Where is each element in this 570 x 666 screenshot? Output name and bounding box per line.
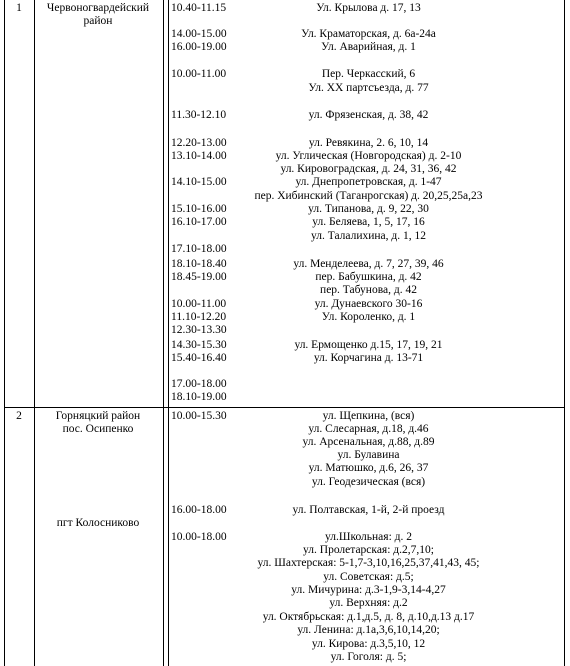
address: ул. Гоголя: д. 5; [330, 651, 407, 663]
time-slot: 18.45-19.00 [171, 271, 227, 283]
address: ул. Полтавская, 1-й, 2-й проезд [292, 504, 445, 516]
district-name: район [83, 15, 113, 27]
row-number: 1 [16, 2, 22, 14]
district-name: пос. Осипенко [62, 423, 134, 435]
district-name: Червоногвардейский [46, 2, 150, 14]
time-slot: 15.40-16.40 [171, 352, 227, 364]
column-divider-time [168, 0, 169, 666]
address: ул. Ревякина, 2. 6, 10, 14 [308, 137, 429, 149]
time-slot: 12.20-13.00 [171, 137, 227, 149]
address: ул. Кирова: д.3,5,10, 12 [311, 638, 426, 650]
time-slot: 10.00-11.00 [171, 298, 227, 310]
address: Ул. Краматорская, д. 6а-24а [301, 28, 436, 40]
address: ул. Октябрьская: д.1,д.5, д. 8, д.10,д.13 д.17 [262, 611, 475, 623]
address: ул. Матюшко, д.6, 26, 37 [308, 462, 429, 474]
address: ул. Углическая (Новгородская) д. 2-10 [275, 150, 462, 162]
address: пер. Хибинский (Таганрогская) д. 20,25,25а,23 [254, 190, 483, 202]
time-slot: 11.30-12.10 [171, 109, 227, 121]
time-slot: 10.00-11.00 [171, 68, 227, 80]
address: ул. Фрязенская, д. 38, 42 [308, 109, 429, 121]
address: Ул. Аварийная, д. 1 [321, 41, 416, 53]
time-slot: 17.10-18.00 [171, 243, 227, 255]
row-number: 2 [16, 410, 22, 422]
time-slot: 18.10-19.00 [171, 391, 227, 403]
time-slot: 14.00-15.00 [171, 28, 227, 40]
time-slot: 10.00-15.30 [171, 410, 227, 422]
row-divider [4, 407, 565, 408]
time-slot: 16.00-18.00 [171, 504, 227, 516]
column-divider-number [34, 0, 35, 666]
address: ул. Шахтерская: 5-1,7-3,10,16,25,37,41,43, 45; [257, 557, 480, 569]
address: ул. Геодезическая (вся) [311, 476, 426, 488]
address: ул. Беляева, 1, 5, 17, 16 [312, 216, 425, 228]
time-slot: 16.10-17.00 [171, 216, 227, 228]
address: ул. Дунаевского 30-16 [314, 298, 423, 310]
address: ул. Менделеева, д. 7, 27, 39, 46 [293, 258, 444, 270]
address: ул. Ленина: д.1а,3,6,10,14,20; [297, 624, 440, 636]
district-name: Горняцкий район [55, 410, 141, 422]
address: ул. Ермощенко д.15, 17, 19, 21 [294, 339, 443, 351]
address: ул. Мичурина: д.3-1,9-3,14-4,27 [291, 584, 446, 596]
address: ул. Типанова, д. 9, 22, 30 [308, 203, 429, 215]
address: пер. Табунова, д. 42 [320, 284, 417, 296]
time-slot: 10.00-18.00 [171, 531, 227, 543]
address: ул. Талалихина, д. 1, 12 [310, 230, 427, 242]
address: пер. Бабушкина, д. 42 [315, 271, 422, 283]
address: ул. Днепропетровская, д. 1-47 [295, 176, 442, 188]
address: Ул. Короленко, д. 1 [321, 311, 416, 323]
address: ул. Кировоградская, д. 24, 31, 36, 42 [280, 163, 457, 175]
time-slot: 16.00-19.00 [171, 41, 227, 53]
address: ул. Советская: д.5; [323, 571, 414, 583]
address: Ул. XX партсъезда, д. 77 [308, 82, 429, 94]
address: Ул. Крылова д. 17, 13 [316, 2, 421, 14]
time-slot: 10.40-11.15 [171, 2, 227, 14]
column-divider-district [163, 0, 164, 666]
district-name: пгт Колосниково [56, 517, 140, 529]
address: ул. Корчагина д. 13-71 [313, 352, 424, 364]
address: ул. Арсенальная, д.88, д.89 [302, 436, 435, 448]
time-slot: 17.00-18.00 [171, 378, 227, 390]
time-slot: 13.10-14.00 [171, 150, 227, 162]
address: ул. Булавина [337, 449, 400, 461]
time-slot: 15.10-16.00 [171, 203, 227, 215]
time-slot: 18.10-18.40 [171, 258, 227, 270]
address: Пер. Черкасский, 6 [321, 68, 416, 80]
time-slot: 14.10-15.00 [171, 176, 227, 188]
address: ул. Щепкина, (вся) [322, 410, 415, 422]
table-border-right [564, 0, 565, 666]
address: ул. Верхняя: д.2 [329, 597, 408, 609]
time-slot: 14.30-15.30 [171, 339, 227, 351]
table-border-left [4, 0, 5, 666]
address: ул.Школьная: д. 2 [324, 531, 412, 543]
address: ул. Пролетарская: д.2,7,10; [303, 544, 434, 556]
address: ул. Слесарная, д.18, д.46 [308, 423, 429, 435]
time-slot: 12.30-13.30 [171, 324, 227, 336]
time-slot: 11.10-12.20 [171, 311, 227, 323]
